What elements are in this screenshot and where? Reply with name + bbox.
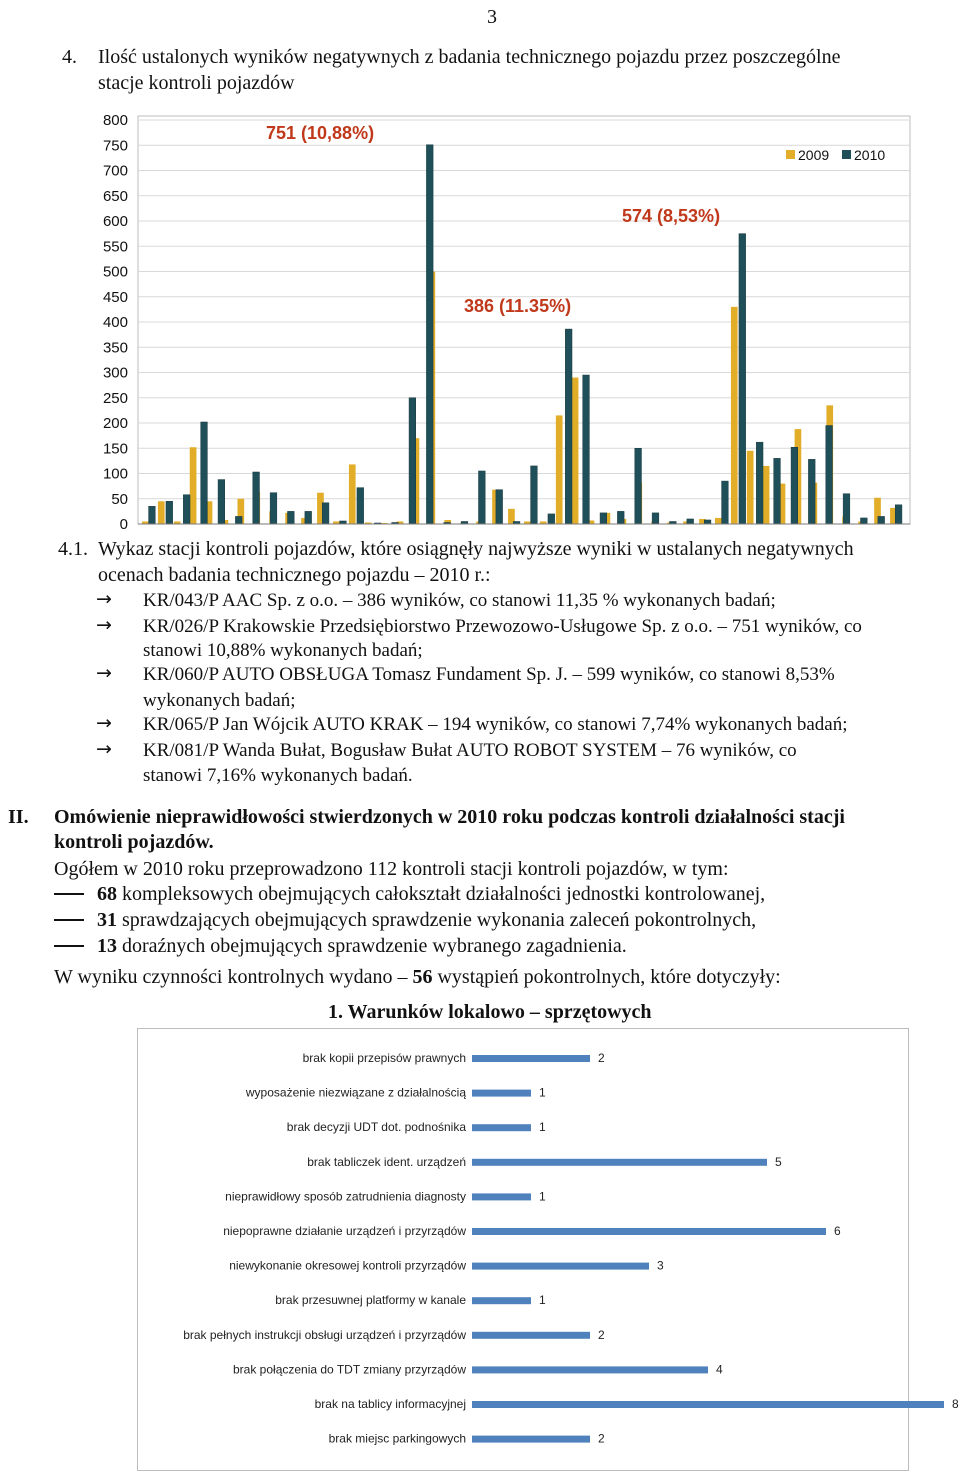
- bar-2010: [270, 493, 277, 524]
- bar-2010: [201, 422, 208, 524]
- category-value: 8: [952, 1397, 959, 1411]
- category-label: brak decyzji UDT dot. podnośnika: [286, 1120, 466, 1135]
- category-value: 4: [716, 1362, 723, 1377]
- category-bar: [472, 1297, 531, 1304]
- y-tick-label: 300: [102, 364, 128, 382]
- bar-2010: [149, 506, 156, 524]
- result-sentence: W wyniku czynności kontrolnych wydano – 56 wystąpień pokontrolnych, które dotyczyły:: [54, 966, 781, 988]
- bar-2010: [808, 459, 815, 524]
- y-tick-label: 450: [102, 288, 128, 306]
- bar-2009: [747, 451, 754, 524]
- bar-2010: [617, 511, 624, 524]
- category-value: 1: [539, 1189, 546, 1204]
- negative-results-bar-chart: [90, 110, 920, 533]
- legend-swatch-2009: [786, 150, 795, 159]
- page-number: 3: [487, 6, 497, 28]
- bullet-arrow-icon: →: [96, 738, 112, 760]
- y-tick-label: 400: [102, 314, 128, 331]
- y-tick-label: 700: [102, 162, 128, 180]
- bar-2010: [479, 471, 486, 524]
- category-label: brak pełnych instrukcji obsługi urządzeń i przyrządów: [183, 1327, 466, 1342]
- category-label: brak tabliczek ident. urządzeń: [307, 1154, 466, 1169]
- bullet-arrow-icon: →: [96, 588, 112, 610]
- station-item-3-cont: wykonanych badań;: [143, 690, 296, 711]
- category-value: 1: [539, 1120, 546, 1135]
- legend-label-2010: 2010: [854, 147, 886, 163]
- category-bar: [472, 1401, 944, 1408]
- y-tick-label: 750: [102, 137, 128, 155]
- section-41-line2: ocenach badania technicznego pojazdu – 2010 r.:: [98, 564, 491, 586]
- station-item-2-cont: stanowi 10,88% wykonanych badań;: [143, 640, 423, 661]
- category-bar: [472, 1228, 826, 1235]
- bar-2010: [826, 426, 833, 524]
- category-label: nieprawidłowy sposób zatrudnienia diagnosty: [225, 1189, 466, 1204]
- annotation-751: 751 (10,88%): [266, 123, 375, 143]
- annotation-386: 386 (11.35%): [464, 296, 572, 316]
- bar-2010: [739, 234, 746, 524]
- bar-2010: [409, 398, 416, 524]
- station-item-5: KR/081/P Wanda Bułat, Bogusław Bułat AUTO ROBOT SYSTEM – 76 wyników, co: [143, 740, 797, 761]
- category-value: 2: [598, 1431, 605, 1446]
- bar-2010: [756, 442, 763, 524]
- category-bar: [472, 1436, 590, 1443]
- category-label: brak połączenia do TDT zmiany przyrządów: [233, 1362, 466, 1377]
- bar-2009: [190, 447, 197, 524]
- bar-2010: [305, 511, 312, 524]
- category-label: wyposażenie niezwiązane z działalnością: [245, 1085, 466, 1100]
- legend-swatch-2010: [842, 150, 851, 159]
- y-tick-label: 200: [102, 415, 128, 432]
- bar-2010: [235, 516, 242, 524]
- y-tick-label: 600: [102, 213, 128, 230]
- bar-2010: [253, 472, 260, 524]
- dash-bullet: [54, 893, 84, 895]
- bar-2010: [583, 375, 590, 524]
- station-item-3: KR/060/P AUTO OBSŁUGA Tomasz Fundament Sp. J. – 599 wyników, co stanowi 8,53%: [143, 664, 835, 685]
- station-item-2: KR/026/P Krakowskie Przedsiębiorstwo Przewozowo-Usługowe Sp. z o.o. – 751 wyników, co: [143, 616, 862, 637]
- y-tick-label: 100: [102, 465, 128, 483]
- control-type-3: 13 doraźnych obejmujących sprawdzenie wybranego zagadnienia.: [97, 935, 627, 957]
- annotation-574: 574 (8,53%): [622, 206, 721, 226]
- section-4-title-line1: Ilość ustalonych wyników negatywnych z badania technicznego pojazdu przez poszczególne: [98, 46, 841, 68]
- bar-2010: [652, 513, 659, 524]
- bar-2010: [704, 520, 711, 524]
- section-2-intro: Ogółem w 2010 roku przeprowadzono 112 kontroli stacji kontroli pojazdów, w tym:: [54, 858, 729, 880]
- bar-2010: [687, 519, 694, 524]
- legend-label-2009: 2009: [798, 147, 830, 163]
- station-item-5-cont: stanowi 7,16% wykonanych badań.: [143, 765, 413, 786]
- bullet-arrow-icon: →: [96, 712, 112, 734]
- bar-2010: [183, 495, 190, 524]
- category-bar: [472, 1055, 590, 1062]
- bar-2010: [774, 458, 781, 524]
- bullet-arrow-icon: →: [96, 614, 112, 636]
- category-bar: [472, 1159, 767, 1166]
- bar-2010: [531, 466, 538, 524]
- category-bar: [472, 1090, 531, 1097]
- section-2-heading-line1: Omówienie nieprawidłowości stwierdzonych w 2010 roku podczas kontroli działalności stacji: [54, 806, 845, 828]
- bar-2010: [426, 145, 433, 524]
- category-value: 6: [834, 1224, 841, 1238]
- bar-2010: [635, 448, 642, 524]
- category-value: 1: [539, 1293, 546, 1308]
- category-label: brak miejsc parkingowych: [328, 1431, 466, 1446]
- bar-2010: [496, 490, 503, 524]
- bar-2010: [722, 481, 729, 524]
- bar-2010: [357, 488, 364, 524]
- bar-2010: [791, 447, 798, 524]
- category-bar: [472, 1263, 649, 1270]
- category-value: 5: [775, 1154, 782, 1169]
- section-41-number: 4.1.: [58, 538, 88, 560]
- station-item-1: KR/043/P AAC Sp. z o.o. – 386 wyników, co stanowi 11,35 % wykonanych badań;: [143, 590, 776, 611]
- bar-2010: [843, 494, 850, 524]
- category-value: 3: [657, 1258, 664, 1273]
- bar-2009: [731, 307, 738, 524]
- sub-heading: 1. Warunków lokalowo – sprzętowych: [328, 1001, 652, 1023]
- y-tick-label: 500: [102, 263, 128, 281]
- category-value: 2: [598, 1051, 605, 1065]
- dash-bullet: [54, 919, 84, 921]
- y-tick-label: 550: [102, 238, 128, 256]
- bar-2010: [878, 516, 885, 524]
- bar-2010: [861, 518, 868, 524]
- y-tick-label: 350: [102, 339, 128, 357]
- category-label: brak kopii przepisów prawnych: [302, 1051, 466, 1065]
- section-4-number: 4.: [62, 46, 77, 68]
- station-item-4: KR/065/P Jan Wójcik AUTO KRAK – 194 wyników, co stanowi 7,74% wykonanych badań;: [143, 714, 848, 735]
- category-label: niepoprawne działanie urządzeń i przyrządów: [223, 1224, 466, 1238]
- bar-2010: [895, 505, 902, 524]
- y-tick-label: 800: [102, 112, 128, 129]
- bar-2009: [556, 415, 563, 524]
- category-label: brak przesuwnej platformy w kanale: [275, 1293, 466, 1308]
- category-bar: [472, 1332, 590, 1339]
- bar-2010: [565, 329, 572, 524]
- y-tick-label: 250: [102, 389, 128, 407]
- irregularities-bar-chart: [137, 1028, 959, 1472]
- category-bar: [472, 1124, 531, 1131]
- category-value: 2: [598, 1327, 605, 1342]
- bar-2009: [763, 466, 770, 524]
- dash-bullet: [54, 945, 84, 947]
- bar-2009: [349, 464, 356, 524]
- bar-2010: [288, 511, 295, 524]
- section-4-title-line2: stacje kontroli pojazdów: [98, 72, 295, 94]
- category-label: niewykonanie okresowej kontroli przyrządów: [229, 1258, 466, 1273]
- category-bar: [472, 1366, 708, 1373]
- bar-2010: [600, 513, 607, 524]
- control-type-1: 68 kompleksowych obejmujących całokształt działalności jednostki kontrolowanej,: [97, 883, 766, 905]
- bar-2009: [158, 501, 165, 524]
- bar-2010: [548, 514, 555, 524]
- category-bar: [472, 1193, 531, 1200]
- bar-2010: [166, 501, 173, 524]
- control-type-2: 31 sprawdzających obejmujących sprawdzenie wykonania zaleceń pokontrolnych,: [97, 909, 757, 931]
- section-2-heading-line2: kontroli pojazdów.: [54, 831, 214, 853]
- bar-2009: [715, 518, 722, 524]
- section-2-number: II.: [8, 806, 29, 828]
- section-41-line1: Wykaz stacji kontroli pojazdów, które osiągnęły najwyższe wyniki w ustalanych negatywnych: [98, 538, 854, 560]
- bar-2009: [572, 378, 579, 524]
- category-value: 1: [539, 1085, 546, 1100]
- y-tick-label: 150: [102, 440, 128, 458]
- y-tick-label: 650: [102, 187, 128, 205]
- bar-2010: [218, 480, 225, 524]
- bullet-arrow-icon: →: [96, 662, 112, 684]
- y-tick-label: 50: [111, 490, 128, 508]
- category-label: brak na tablicy informacyjnej: [314, 1397, 466, 1411]
- y-tick-label: 0: [119, 516, 128, 533]
- bar-2010: [322, 503, 329, 524]
